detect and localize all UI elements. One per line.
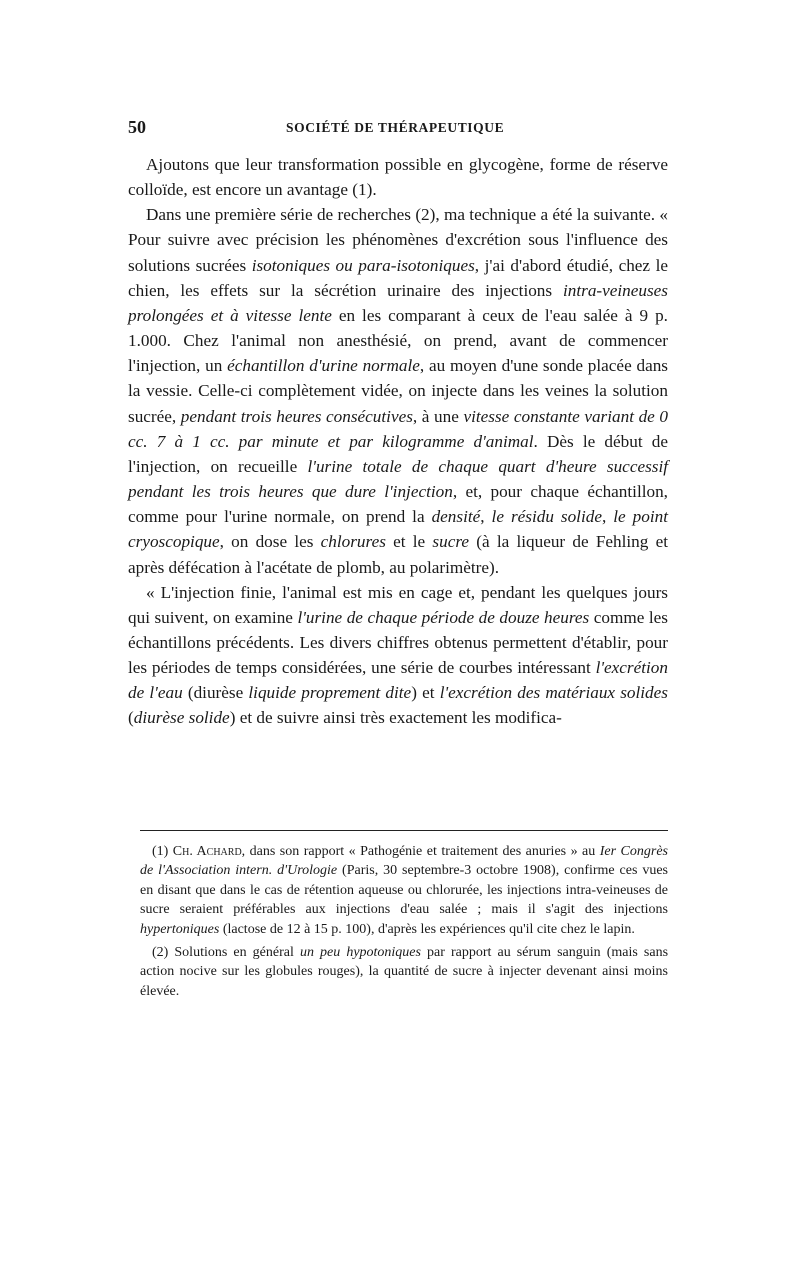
footnotes (140, 842, 668, 1005)
italic-run: chlorures (320, 532, 386, 552)
text-run: , dans son rapport « Pathogénie et traitement des anuries » au (241, 844, 600, 859)
italic-run: vitesse constante variant de 0 cc. 7 à 1 cc. par minute et par kilogramme d'animal (128, 406, 668, 451)
text-run: . Dès le début de l'injection, on recueille (128, 431, 668, 476)
italic-run: Ier Congrès de l'Association intern. d'Urologie (140, 844, 668, 879)
paragraph-3 (128, 580, 668, 731)
text-run: ) et (411, 683, 440, 703)
text-run: , (601, 507, 614, 527)
running-title: SOCIÉTÉ DE THÉRAPEUTIQUE (286, 120, 505, 135)
text-run: , (480, 507, 492, 527)
italic-run: pendant trois heures consécutives (180, 406, 413, 426)
italic-run: l'excrétion de l'eau (128, 658, 668, 703)
text-run: , au moyen d'une sonde placée dans la vessie. Celle-ci complètement vidée, on injecte dans les veines la solution sucrée, (128, 356, 669, 426)
text-run: , et, pour chaque échantillon, comme pour l'urine normale, on prend la (128, 482, 668, 527)
main-text (128, 152, 668, 731)
paragraph-2 (128, 202, 668, 579)
paragraph-1 (128, 152, 668, 202)
text-run: (à la liqueur de Fehling et après défécation à l'acétate de plomb, au polarimètre). (128, 532, 668, 577)
italic-run: un peu hypotoniques (299, 945, 421, 961)
italic-run: densité (431, 507, 481, 527)
text-run: « L'injection finie, l'animal est mis en cage et, pendant les quelques jours qui suivent, on examine (128, 582, 668, 627)
italic-run: échantillon d'urine normale (227, 356, 420, 376)
italic-run: sucre (432, 532, 470, 552)
text-run: comme les échantillons précédents. Les divers chiffres obtenus permettent d'établir, pour les périodes de temps considérées, une série de courbes intéressant (128, 607, 668, 678)
footnote-1 (140, 842, 668, 939)
italic-run: liquide proprement dite (248, 683, 412, 703)
text-run: (1) (152, 844, 173, 859)
italic-run: l'excrétion des matériaux solides (439, 683, 668, 703)
text-run: , j'ai d'abord étudié, chez le chien, les effets sur la sécrétion urinaire des injections (128, 255, 668, 300)
page-number: 50 (128, 117, 146, 137)
text-run: ) et de suivre ainsi très exactement les modifica- (229, 708, 562, 728)
italic-run: l'urine totale de chaque quart d'heure successif pendant les trois heures que dure l'injection (128, 456, 669, 502)
text-run: (Paris, 30 septembre-3 octobre 1908), confirme ces vues en disant que dans le cas de rétention aqueuse ou chlorurée, les injections intra-veineuses de sucre seraient préférables aux injections d'eau salée ; mais il s'agit des injections (140, 863, 668, 918)
italic-run: l'urine de chaque période de douze heures (297, 607, 590, 627)
text-run: Dans une première série de recherches (2), ma technique a été la suivante. « Pour suivre avec précision les phénomènes d'excrétion sous l'influence des solutions sucrées (128, 205, 668, 275)
italic-run: intra-veineuses prolongées et à vitesse lente (128, 280, 668, 325)
text-run: (lactose de 12 à 15 p. 100), d'après les expériences qu'il cite chez le lapin. (219, 921, 635, 937)
italic-run: le résidu solide (491, 507, 602, 527)
paragraph-1-text: Ajoutons que leur transformation possible en glycogène, forme de réserve colloïde, est encore un avantage (1). (128, 155, 668, 200)
text-run: par rapport au sérum sanguin (mais sans action nocive sur les globules rouges), la quantité de sucre à injecter devenant ainsi moins élevée. (140, 945, 669, 999)
text-run: , à une (412, 406, 464, 426)
footnote-divider (140, 830, 668, 831)
text-run: , on dose les (219, 532, 321, 552)
text-run: (diurèse (182, 683, 249, 703)
italic-run: diurèse solide (133, 708, 230, 728)
italic-run: le point cryoscopique (128, 507, 668, 552)
page-header (128, 117, 668, 141)
author-name: Ch. Achard (172, 844, 242, 859)
italic-run: hypertoniques (140, 921, 220, 937)
italic-run: isotoniques ou para-isotoniques (251, 255, 475, 275)
text-run: (2) Solutions en général (152, 945, 300, 961)
text-run: et le (385, 532, 433, 552)
text-run: en les comparant à ceux de l'eau salée à 9 p. 1.000. Chez l'animal non anesthésié, on prend, avant de commencer l'injection, un (128, 305, 668, 376)
text-run: ( (128, 708, 134, 728)
footnote-2 (140, 943, 668, 1001)
